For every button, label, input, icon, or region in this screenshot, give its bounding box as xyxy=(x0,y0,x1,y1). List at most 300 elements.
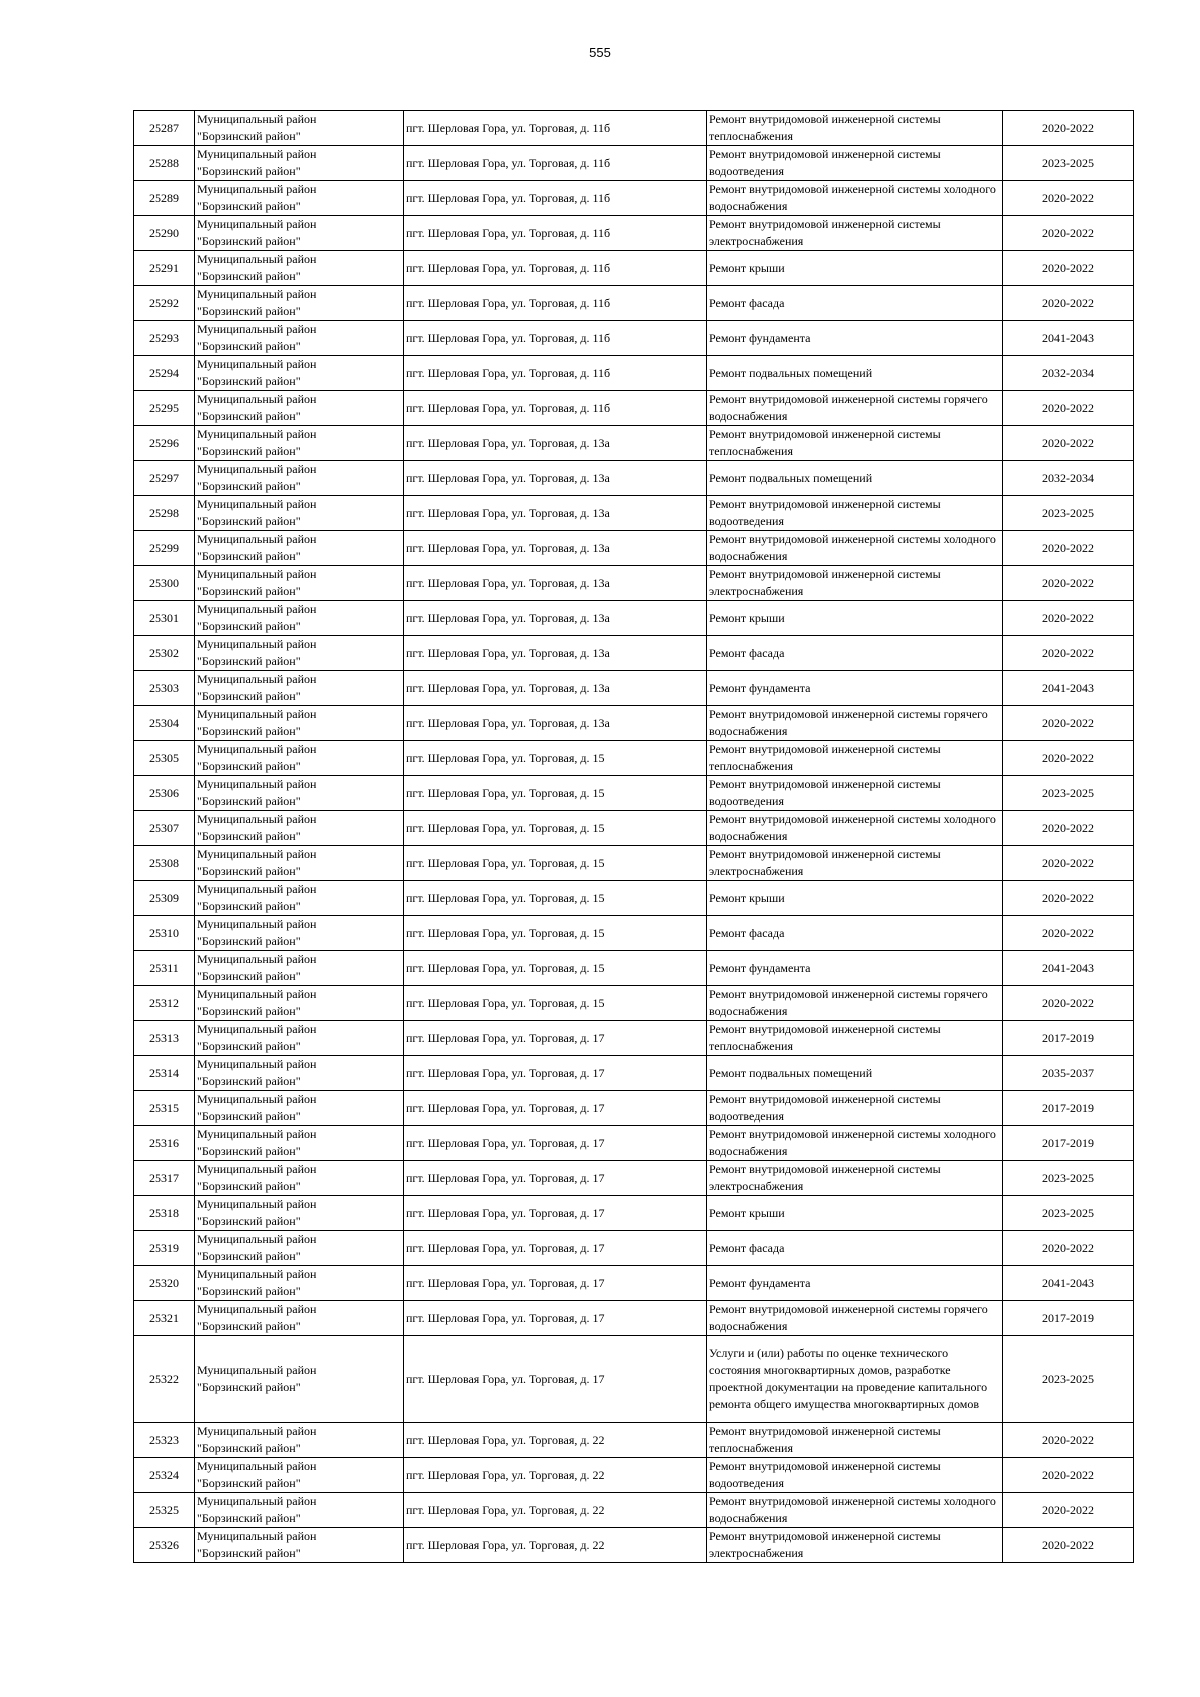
row-number: 25310 xyxy=(134,916,195,951)
address-cell: пгт. Шерловая Гора, ул. Торговая, д. 13а xyxy=(404,531,707,566)
municipality-cell xyxy=(195,1021,404,1056)
table-row xyxy=(134,1423,1134,1458)
municipality-cell xyxy=(195,1301,404,1336)
municipality-cell xyxy=(195,1196,404,1231)
municipality-type: Муниципальный район xyxy=(197,1302,317,1316)
municipality-type: Муниципальный район xyxy=(197,217,317,231)
address-cell: пгт. Шерловая Гора, ул. Торговая, д. 22 xyxy=(404,1528,707,1563)
municipality-cell xyxy=(195,1336,404,1423)
municipality-name: "Борзинский район" xyxy=(197,584,301,598)
municipality-name: "Борзинский район" xyxy=(197,1546,301,1560)
municipality-name: "Борзинский район" xyxy=(197,1441,301,1455)
municipality-type: Муниципальный район xyxy=(197,1162,317,1176)
work-type-cell: Ремонт крыши xyxy=(707,251,1003,286)
work-type-cell: Ремонт внутридомовой инженерной системы теплоснабжения xyxy=(707,1423,1003,1458)
work-type-cell: Ремонт внутридомовой инженерной системы теплоснабжения xyxy=(707,111,1003,146)
address-cell: пгт. Шерловая Гора, ул. Торговая, д. 13а xyxy=(404,461,707,496)
municipality-type: Муниципальный район xyxy=(197,1363,317,1377)
municipality-cell xyxy=(195,811,404,846)
address-cell: пгт. Шерловая Гора, ул. Торговая, д. 13а xyxy=(404,496,707,531)
address-cell: пгт. Шерловая Гора, ул. Торговая, д. 11б xyxy=(404,181,707,216)
municipality-type: Муниципальный район xyxy=(197,777,317,791)
work-type-cell: Ремонт внутридомовой инженерной системы горячего водоснабжения xyxy=(707,986,1003,1021)
municipality-cell xyxy=(195,951,404,986)
table-row xyxy=(134,1493,1134,1528)
row-number: 25303 xyxy=(134,671,195,706)
work-type-cell: Ремонт крыши xyxy=(707,881,1003,916)
municipality-type: Муниципальный район xyxy=(197,252,317,266)
period-cell: 2017-2019 xyxy=(1003,1091,1134,1126)
work-type-cell: Ремонт внутридомовой инженерной системы горячего водоснабжения xyxy=(707,706,1003,741)
row-number: 25316 xyxy=(134,1126,195,1161)
row-number: 25293 xyxy=(134,321,195,356)
address-cell: пгт. Шерловая Гора, ул. Торговая, д. 22 xyxy=(404,1493,707,1528)
row-number: 25301 xyxy=(134,601,195,636)
address-cell: пгт. Шерловая Гора, ул. Торговая, д. 17 xyxy=(404,1126,707,1161)
municipality-type: Муниципальный район xyxy=(197,147,317,161)
municipality-cell xyxy=(195,881,404,916)
row-number: 25325 xyxy=(134,1493,195,1528)
period-cell: 2020-2022 xyxy=(1003,636,1134,671)
row-number: 25322 xyxy=(134,1336,195,1423)
address-cell: пгт. Шерловая Гора, ул. Торговая, д. 15 xyxy=(404,776,707,811)
address-cell: пгт. Шерловая Гора, ул. Торговая, д. 17 xyxy=(404,1196,707,1231)
municipality-name: "Борзинский район" xyxy=(197,339,301,353)
work-type-cell: Ремонт внутридомовой инженерной системы водоотведения xyxy=(707,1458,1003,1493)
row-number: 25321 xyxy=(134,1301,195,1336)
period-cell: 2020-2022 xyxy=(1003,531,1134,566)
municipality-name: "Борзинский район" xyxy=(197,1004,301,1018)
period-cell: 2020-2022 xyxy=(1003,916,1134,951)
municipality-name: "Борзинский район" xyxy=(197,619,301,633)
work-type-cell: Ремонт внутридомовой инженерной системы холодного водоснабжения xyxy=(707,1126,1003,1161)
table-row xyxy=(134,1056,1134,1091)
municipality-name: "Борзинский район" xyxy=(197,1476,301,1490)
work-type-cell: Ремонт фундамента xyxy=(707,1266,1003,1301)
table-row xyxy=(134,1161,1134,1196)
table-row xyxy=(134,1266,1134,1301)
municipality-type: Муниципальный район xyxy=(197,1424,317,1438)
municipality-type: Муниципальный район xyxy=(197,1022,317,1036)
table-row xyxy=(134,1196,1134,1231)
municipality-type: Муниципальный район xyxy=(197,917,317,931)
work-type-cell: Ремонт внутридомовой инженерной системы электроснабжения xyxy=(707,1161,1003,1196)
address-cell: пгт. Шерловая Гора, ул. Торговая, д. 17 xyxy=(404,1231,707,1266)
period-cell: 2032-2034 xyxy=(1003,461,1134,496)
municipality-cell xyxy=(195,1091,404,1126)
address-cell: пгт. Шерловая Гора, ул. Торговая, д. 11б xyxy=(404,321,707,356)
municipality-type: Муниципальный район xyxy=(197,497,317,511)
address-cell: пгт. Шерловая Гора, ул. Торговая, д. 15 xyxy=(404,811,707,846)
table-row xyxy=(134,111,1134,146)
work-type-cell: Ремонт подвальных помещений xyxy=(707,1056,1003,1091)
row-number: 25302 xyxy=(134,636,195,671)
municipality-cell xyxy=(195,1528,404,1563)
period-cell: 2020-2022 xyxy=(1003,251,1134,286)
municipality-type: Муниципальный район xyxy=(197,952,317,966)
row-number: 25308 xyxy=(134,846,195,881)
municipality-name: "Борзинский район" xyxy=(197,514,301,528)
municipality-cell xyxy=(195,1266,404,1301)
municipality-name: "Борзинский район" xyxy=(197,1284,301,1298)
address-cell: пгт. Шерловая Гора, ул. Торговая, д. 11б xyxy=(404,356,707,391)
period-cell: 2041-2043 xyxy=(1003,321,1134,356)
municipality-cell xyxy=(195,1161,404,1196)
municipality-cell xyxy=(195,1231,404,1266)
period-cell: 2020-2022 xyxy=(1003,181,1134,216)
period-cell: 2020-2022 xyxy=(1003,1423,1134,1458)
municipality-cell xyxy=(195,636,404,671)
municipality-cell xyxy=(195,601,404,636)
municipality-type: Муниципальный район xyxy=(197,1267,317,1281)
address-cell: пгт. Шерловая Гора, ул. Торговая, д. 13а xyxy=(404,426,707,461)
table-row xyxy=(134,1528,1134,1563)
table-row xyxy=(134,671,1134,706)
row-number: 25313 xyxy=(134,1021,195,1056)
work-type-cell: Ремонт внутридомовой инженерной системы электроснабжения xyxy=(707,566,1003,601)
period-cell: 2020-2022 xyxy=(1003,601,1134,636)
table-row xyxy=(134,601,1134,636)
period-cell: 2023-2025 xyxy=(1003,146,1134,181)
work-type-cell: Ремонт подвальных помещений xyxy=(707,461,1003,496)
work-type-cell: Ремонт фасада xyxy=(707,916,1003,951)
work-type-cell: Ремонт внутридомовой инженерной системы горячего водоснабжения xyxy=(707,391,1003,426)
row-number: 25309 xyxy=(134,881,195,916)
table-row xyxy=(134,251,1134,286)
municipality-name: "Борзинский район" xyxy=(197,199,301,213)
table-row xyxy=(134,951,1134,986)
municipality-type: Муниципальный район xyxy=(197,1494,317,1508)
municipality-cell xyxy=(195,286,404,321)
work-type-cell: Ремонт внутридомовой инженерной системы водоотведения xyxy=(707,146,1003,181)
municipality-name: "Борзинский район" xyxy=(197,234,301,248)
row-number: 25305 xyxy=(134,741,195,776)
municipality-cell xyxy=(195,251,404,286)
table-row xyxy=(134,1336,1134,1423)
table-row xyxy=(134,496,1134,531)
municipality-name: "Борзинский район" xyxy=(197,724,301,738)
address-cell: пгт. Шерловая Гора, ул. Торговая, д. 11б xyxy=(404,146,707,181)
municipality-type: Муниципальный район xyxy=(197,1529,317,1543)
municipality-cell xyxy=(195,146,404,181)
municipality-cell xyxy=(195,216,404,251)
table-row xyxy=(134,811,1134,846)
row-number: 25297 xyxy=(134,461,195,496)
period-cell: 2020-2022 xyxy=(1003,811,1134,846)
table-row xyxy=(134,426,1134,461)
municipality-type: Муниципальный район xyxy=(197,602,317,616)
address-cell: пгт. Шерловая Гора, ул. Торговая, д. 15 xyxy=(404,846,707,881)
period-cell: 2020-2022 xyxy=(1003,1528,1134,1563)
municipality-name: "Борзинский район" xyxy=(197,934,301,948)
period-cell: 2023-2025 xyxy=(1003,496,1134,531)
municipality-type: Муниципальный район xyxy=(197,882,317,896)
period-cell: 2020-2022 xyxy=(1003,391,1134,426)
municipality-name: "Борзинский район" xyxy=(197,969,301,983)
address-cell: пгт. Шерловая Гора, ул. Торговая, д. 17 xyxy=(404,1021,707,1056)
address-cell: пгт. Шерловая Гора, ул. Торговая, д. 15 xyxy=(404,916,707,951)
row-number: 25289 xyxy=(134,181,195,216)
municipality-type: Муниципальный район xyxy=(197,357,317,371)
address-cell: пгт. Шерловая Гора, ул. Торговая, д. 11б xyxy=(404,286,707,321)
period-cell: 2023-2025 xyxy=(1003,1161,1134,1196)
table-row xyxy=(134,1231,1134,1266)
work-type-cell: Ремонт внутридомовой инженерной системы водоотведения xyxy=(707,1091,1003,1126)
address-cell: пгт. Шерловая Гора, ул. Торговая, д. 11б xyxy=(404,111,707,146)
table-row xyxy=(134,881,1134,916)
table-row xyxy=(134,1458,1134,1493)
municipality-cell xyxy=(195,741,404,776)
table-row xyxy=(134,181,1134,216)
work-type-cell: Ремонт фасада xyxy=(707,286,1003,321)
work-type-cell: Ремонт внутридомовой инженерной системы водоотведения xyxy=(707,776,1003,811)
municipality-name: "Борзинский район" xyxy=(197,1074,301,1088)
work-type-cell: Ремонт внутридомовой инженерной системы теплоснабжения xyxy=(707,426,1003,461)
period-cell: 2020-2022 xyxy=(1003,1458,1134,1493)
municipality-type: Муниципальный район xyxy=(197,1197,317,1211)
period-cell: 2017-2019 xyxy=(1003,1301,1134,1336)
row-number: 25323 xyxy=(134,1423,195,1458)
row-number: 25294 xyxy=(134,356,195,391)
municipality-name: "Борзинский район" xyxy=(197,374,301,388)
work-type-cell: Ремонт внутридомовой инженерной системы электроснабжения xyxy=(707,1528,1003,1563)
row-number: 25304 xyxy=(134,706,195,741)
period-cell: 2023-2025 xyxy=(1003,1336,1134,1423)
row-number: 25324 xyxy=(134,1458,195,1493)
address-cell: пгт. Шерловая Гора, ул. Торговая, д. 15 xyxy=(404,986,707,1021)
row-number: 25299 xyxy=(134,531,195,566)
row-number: 25318 xyxy=(134,1196,195,1231)
municipality-name: "Борзинский район" xyxy=(197,129,301,143)
row-number: 25317 xyxy=(134,1161,195,1196)
municipality-name: "Борзинский район" xyxy=(197,479,301,493)
period-cell: 2020-2022 xyxy=(1003,216,1134,251)
address-cell: пгт. Шерловая Гора, ул. Торговая, д. 15 xyxy=(404,951,707,986)
municipality-name: "Борзинский район" xyxy=(197,1109,301,1123)
municipality-cell xyxy=(195,531,404,566)
municipality-cell xyxy=(195,1056,404,1091)
table-row xyxy=(134,391,1134,426)
table-row xyxy=(134,321,1134,356)
table-row xyxy=(134,531,1134,566)
period-cell: 2020-2022 xyxy=(1003,986,1134,1021)
municipality-cell xyxy=(195,986,404,1021)
municipality-name: "Борзинский район" xyxy=(197,1380,301,1394)
municipality-type: Муниципальный район xyxy=(197,287,317,301)
municipality-cell xyxy=(195,1126,404,1161)
period-cell: 2017-2019 xyxy=(1003,1021,1134,1056)
municipality-type: Муниципальный район xyxy=(197,112,317,126)
work-type-cell: Ремонт внутридомовой инженерной системы теплоснабжения xyxy=(707,1021,1003,1056)
municipality-type: Муниципальный район xyxy=(197,1092,317,1106)
period-cell: 2041-2043 xyxy=(1003,951,1134,986)
row-number: 25319 xyxy=(134,1231,195,1266)
row-number: 25290 xyxy=(134,216,195,251)
work-type-cell: Ремонт фундамента xyxy=(707,951,1003,986)
table-row xyxy=(134,1126,1134,1161)
row-number: 25326 xyxy=(134,1528,195,1563)
municipality-type: Муниципальный район xyxy=(197,812,317,826)
municipality-name: "Борзинский район" xyxy=(197,549,301,563)
address-cell: пгт. Шерловая Гора, ул. Торговая, д. 15 xyxy=(404,881,707,916)
municipality-name: "Борзинский район" xyxy=(197,1249,301,1263)
work-type-cell: Ремонт внутридомовой инженерной системы холодного водоснабжения xyxy=(707,1493,1003,1528)
municipality-name: "Борзинский район" xyxy=(197,689,301,703)
work-type-cell: Ремонт фасада xyxy=(707,1231,1003,1266)
municipality-type: Муниципальный район xyxy=(197,847,317,861)
table-row xyxy=(134,916,1134,951)
municipality-name: "Борзинский район" xyxy=(197,269,301,283)
period-cell: 2020-2022 xyxy=(1003,846,1134,881)
municipality-cell xyxy=(195,706,404,741)
municipality-name: "Борзинский район" xyxy=(197,1039,301,1053)
period-cell: 2020-2022 xyxy=(1003,881,1134,916)
municipality-type: Муниципальный район xyxy=(197,427,317,441)
row-number: 25300 xyxy=(134,566,195,601)
page-number: 555 xyxy=(589,45,611,60)
municipality-name: "Борзинский район" xyxy=(197,444,301,458)
row-number: 25291 xyxy=(134,251,195,286)
address-cell: пгт. Шерловая Гора, ул. Торговая, д. 22 xyxy=(404,1458,707,1493)
municipality-cell xyxy=(195,181,404,216)
municipality-cell xyxy=(195,671,404,706)
municipality-type: Муниципальный район xyxy=(197,392,317,406)
municipality-cell xyxy=(195,496,404,531)
capital-repair-table xyxy=(133,110,1134,1563)
municipality-name: "Борзинский район" xyxy=(197,1214,301,1228)
row-number: 25315 xyxy=(134,1091,195,1126)
municipality-type: Муниципальный район xyxy=(197,532,317,546)
municipality-cell xyxy=(195,111,404,146)
municipality-name: "Борзинский район" xyxy=(197,304,301,318)
row-number: 25320 xyxy=(134,1266,195,1301)
work-type-cell: Ремонт подвальных помещений xyxy=(707,356,1003,391)
table-row xyxy=(134,286,1134,321)
municipality-type: Муниципальный район xyxy=(197,1232,317,1246)
table-body xyxy=(134,111,1134,1563)
municipality-cell xyxy=(195,916,404,951)
address-cell: пгт. Шерловая Гора, ул. Торговая, д. 13а xyxy=(404,601,707,636)
municipality-name: "Борзинский район" xyxy=(197,829,301,843)
municipality-name: "Борзинский район" xyxy=(197,1511,301,1525)
row-number: 25311 xyxy=(134,951,195,986)
row-number: 25287 xyxy=(134,111,195,146)
row-number: 25307 xyxy=(134,811,195,846)
work-type-cell: Ремонт крыши xyxy=(707,1196,1003,1231)
address-cell: пгт. Шерловая Гора, ул. Торговая, д. 13а xyxy=(404,706,707,741)
municipality-type: Муниципальный район xyxy=(197,707,317,721)
address-cell: пгт. Шерловая Гора, ул. Торговая, д. 22 xyxy=(404,1423,707,1458)
municipality-name: "Борзинский район" xyxy=(197,899,301,913)
municipality-type: Муниципальный район xyxy=(197,672,317,686)
table-row xyxy=(134,1021,1134,1056)
period-cell: 2020-2022 xyxy=(1003,1231,1134,1266)
municipality-cell xyxy=(195,566,404,601)
table-row xyxy=(134,846,1134,881)
address-cell: пгт. Шерловая Гора, ул. Торговая, д. 11б xyxy=(404,251,707,286)
municipality-cell xyxy=(195,321,404,356)
municipality-name: "Борзинский район" xyxy=(197,864,301,878)
address-cell: пгт. Шерловая Гора, ул. Торговая, д. 13а xyxy=(404,566,707,601)
address-cell: пгт. Шерловая Гора, ул. Торговая, д. 13а xyxy=(404,636,707,671)
municipality-cell xyxy=(195,391,404,426)
period-cell: 2020-2022 xyxy=(1003,706,1134,741)
address-cell: пгт. Шерловая Гора, ул. Торговая, д. 17 xyxy=(404,1266,707,1301)
work-type-cell: Ремонт внутридомовой инженерной системы электроснабжения xyxy=(707,846,1003,881)
municipality-type: Муниципальный район xyxy=(197,462,317,476)
row-number: 25306 xyxy=(134,776,195,811)
work-type-cell: Услуги и (или) работы по оценке технического состояния многоквартирных домов, разработке проектной документации на проведение капитального ремонта общего имущества многоквартирных домов xyxy=(707,1336,1003,1423)
municipality-type: Муниципальный район xyxy=(197,1127,317,1141)
period-cell: 2020-2022 xyxy=(1003,566,1134,601)
work-type-cell: Ремонт фундамента xyxy=(707,671,1003,706)
address-cell: пгт. Шерловая Гора, ул. Торговая, д. 17 xyxy=(404,1336,707,1423)
work-type-cell: Ремонт фундамента xyxy=(707,321,1003,356)
table-row xyxy=(134,356,1134,391)
municipality-name: "Борзинский район" xyxy=(197,759,301,773)
work-type-cell: Ремонт внутридомовой инженерной системы электроснабжения xyxy=(707,216,1003,251)
municipality-type: Муниципальный район xyxy=(197,182,317,196)
table-row xyxy=(134,216,1134,251)
table-row xyxy=(134,741,1134,776)
municipality-type: Муниципальный район xyxy=(197,742,317,756)
row-number: 25295 xyxy=(134,391,195,426)
table-row xyxy=(134,706,1134,741)
work-type-cell: Ремонт внутридомовой инженерной системы водоотведения xyxy=(707,496,1003,531)
period-cell: 2023-2025 xyxy=(1003,776,1134,811)
municipality-name: "Борзинский район" xyxy=(197,794,301,808)
address-cell: пгт. Шерловая Гора, ул. Торговая, д. 17 xyxy=(404,1091,707,1126)
work-type-cell: Ремонт внутридомовой инженерной системы холодного водоснабжения xyxy=(707,811,1003,846)
period-cell: 2041-2043 xyxy=(1003,1266,1134,1301)
period-cell: 2020-2022 xyxy=(1003,1493,1134,1528)
period-cell: 2020-2022 xyxy=(1003,426,1134,461)
row-number: 25314 xyxy=(134,1056,195,1091)
period-cell: 2020-2022 xyxy=(1003,741,1134,776)
row-number: 25298 xyxy=(134,496,195,531)
municipality-name: "Борзинский район" xyxy=(197,1319,301,1333)
municipality-cell xyxy=(195,776,404,811)
work-type-cell: Ремонт внутридомовой инженерной системы горячего водоснабжения xyxy=(707,1301,1003,1336)
table-row xyxy=(134,461,1134,496)
period-cell: 2017-2019 xyxy=(1003,1126,1134,1161)
municipality-cell xyxy=(195,1423,404,1458)
table-row xyxy=(134,986,1134,1021)
row-number: 25292 xyxy=(134,286,195,321)
municipality-cell xyxy=(195,461,404,496)
municipality-cell xyxy=(195,846,404,881)
municipality-type: Муниципальный район xyxy=(197,1459,317,1473)
municipality-type: Муниципальный район xyxy=(197,567,317,581)
work-type-cell: Ремонт фасада xyxy=(707,636,1003,671)
work-type-cell: Ремонт внутридомовой инженерной системы холодного водоснабжения xyxy=(707,181,1003,216)
municipality-type: Муниципальный район xyxy=(197,1057,317,1071)
municipality-cell xyxy=(195,356,404,391)
table-row xyxy=(134,776,1134,811)
municipality-type: Муниципальный район xyxy=(197,987,317,1001)
row-number: 25312 xyxy=(134,986,195,1021)
address-cell: пгт. Шерловая Гора, ул. Торговая, д. 11б xyxy=(404,216,707,251)
table-row xyxy=(134,566,1134,601)
table-row xyxy=(134,146,1134,181)
municipality-name: "Борзинский район" xyxy=(197,1179,301,1193)
period-cell: 2041-2043 xyxy=(1003,671,1134,706)
municipality-type: Муниципальный район xyxy=(197,322,317,336)
row-number: 25296 xyxy=(134,426,195,461)
municipality-cell xyxy=(195,426,404,461)
address-cell: пгт. Шерловая Гора, ул. Торговая, д. 17 xyxy=(404,1161,707,1196)
period-cell: 2032-2034 xyxy=(1003,356,1134,391)
